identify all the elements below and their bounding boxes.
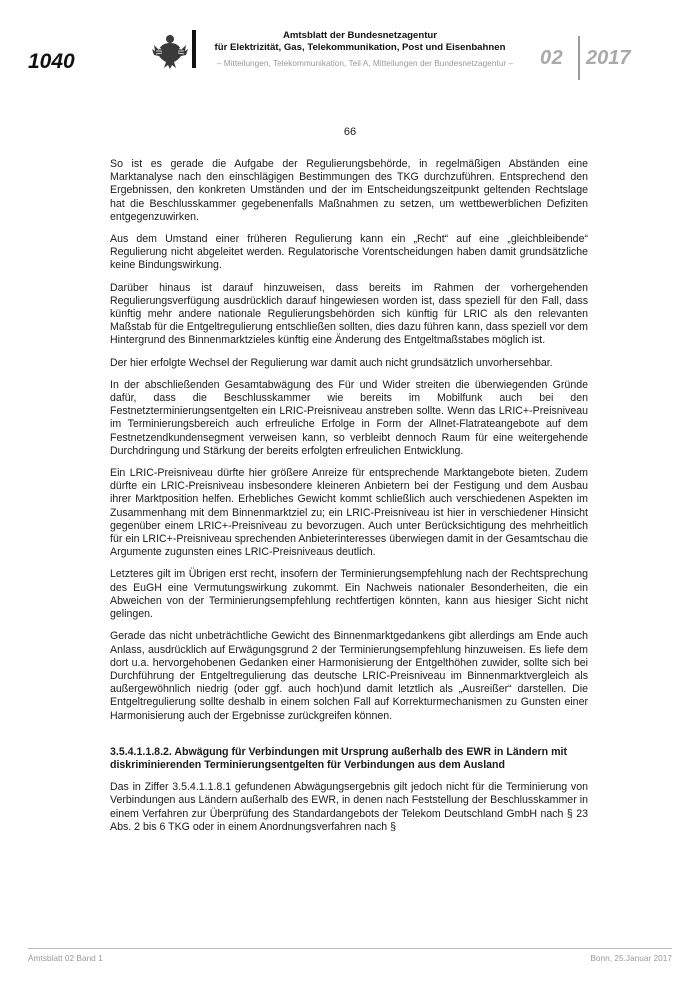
footer-date: Bonn, 25.Januar 2017 [590,953,672,963]
paragraph: Gerade das nicht unbeträchtliche Gewicht des Binnenmarktgedankens gibt allerdings am Ende auch Anlass, ausdrücklich auf Erwägungsgrund 2 der Terminierungsempfehlung hinzuweisen. Es liefe dem dort u.a. hervorgehobenen Gedanken einer Harmonisierung der Entgelthöhen zuwider, sollte sich bei Durchführung der Entgeltregulierung das deutsche LRIC-Preisniveau im Binnenmarktvergleich als außergewöhnlich niedrig (oder ggf. auch hoch)und damit letztlich als „Ausreißer“ darstellen. Die Entgeltregulierung sollte deshalb in einem solchen Fall auf Korrekturmechanismen zu Gunsten einer Harmonisierung auch der Ergebnisse zurückgreifen können. [110,630,588,722]
footer-divider [28,948,672,949]
paragraph: So ist es gerade die Aufgabe der Regulierungsbehörde, in regelmäßigen Abständen eine Marktanalyse nach den einschlägigen Bestimmungen des TKG durchzuführen. Entsprechend den Ergebnissen, den konkreten Umständen und der im Entscheidungszeitpunkt geltenden Rechtslage hat die Beschlusskammer gegebenenfalls Maßnahmen zu setzen, um wettbewerblichen Defiziten entgegenzuwirken. [110,158,588,223]
gazette-subtitle: – Mitteilungen, Telekommunikation, Teil A, Mitteilungen der Bundesnetzagentur – [216,58,514,68]
document-body [110,158,588,843]
paragraph: Aus dem Umstand einer früheren Regulierung kann ein „Recht“ auf eine „gleichbleibende“ Regulierung nicht abgeleitet werden. Regulatorische Vorentscheidungen haben damit grundsätzliche keine Bindungswirkung. [110,233,588,272]
gazette-title-line2: für Elektrizität, Gas, Telekommunikation, Post und Eisenbahnen [214,42,506,53]
gazette-title [200,30,520,54]
paragraph: Letzteres gilt im Übrigen erst recht, insofern der Terminierungsempfehlung nach der Rechtsprechung des EuGH eine Vermutungswirkung zukommt. Ein Nachweis nationaler Besonderheiten, die ein Abweichen von der Terminierungsempfehlung rechtfertigen könnten, kann aus hiesiger Sicht nicht gelingen. [110,568,588,621]
gazette-page-number: 1040 [28,50,75,73]
paragraph: Darüber hinaus ist darauf hinzuweisen, dass bereits im Rahmen der vorhergehenden Regulierungsverfügung ausdrücklich darauf hingewiesen worden ist, dass speziell für den Fall, dass künftig mehr andere nationale Regulierungsbehörden sich künftig für LRIC als den relevanten Maßstab für die Entgeltregulierung entschließen sollten, dies dazu führen kann, dass speziell vor dem Hintergrund des Binnenmarktzieles künftig eine Änderung des Entgeltmaßstabes möglich ist. [110,281,588,347]
footer-publication: Amtsblatt 02 Band 1 [28,953,103,963]
federal-eagle-icon [150,32,190,70]
gazette-title-line1: Amtsblatt der Bundesnetzagentur [282,30,438,41]
document-page-number: 66 [343,126,357,138]
section-heading: 3.5.4.1.1.8.2. Abwägung für Verbindungen mit Ursprung außerhalb des EWR in Ländern mit diskriminierenden Terminierungsentgelten für Verbindungen aus dem Ausland [110,745,567,771]
paragraph: Ein LRIC-Preisniveau dürfte hier größere Anreize für entsprechende Marktangebote bieten. Zudem dürfte ein LRIC-Preisniveau insbesondere kleineren Anbietern bei der Festigung und dem Ausbau ihrer Marktposition helfen. Erhebliches Gewicht kommt schließlich auch verschiedenen Aspekten im Zusammenhang mit dem Binnenmarktziel zu; ein LRIC-Preisniveau ist hier in verschiedener Hinsicht gegenüber einem LRIC+-Preisniveau zu bevorzugen. Auch unter Berücksichtigung des mehrheitlich für ein LRIC+-Preisniveau sprechenden Anbieterinteresses überwiegen damit in der Gesamtschau die Argumente zugunsten eines LRIC-Preisniveaus deutlich. [110,467,588,559]
issue-year: 2017 [586,47,631,69]
issue-number: 02 [540,47,564,69]
issue-divider [578,36,580,80]
paragraph: Das in Ziffer 3.5.4.1.1.8.1 gefundenen Abwägungsergebnis gilt jedoch nicht für die Terminierung von Verbindungen aus Ländern außerhalb des EWR, in denen nach Feststellung der Beschlusskammer in einem Verfahren zur Überprüfung des Standardangebots der Telekom Deutschland GmbH nach § 23 Abs. 2 bis 6 TKG oder in einem Anordnungsverfahren nach § [110,781,588,833]
paragraph: Der hier erfolgte Wechsel der Regulierung war damit auch nicht grundsätzlich unvorhersehbar. [110,356,553,369]
paragraph: In der abschließenden Gesamtabwägung des Für und Wider streiten die überwiegenden Gründe dafür, dass die Beschlusskammer wie bereits im Mobilfunk auch bei den Festnetzterminierungsentgelten ein LRIC-Preisniveau anstreben sollte. Wenn das LRIC+-Preisniveau im Terminierungsbereich auch erfreuliche Erfolge in Form der Allnet-Flatrateangebote auf dem Festnetzendkundensegment verweisen kann, so verbleibt dennoch Raum für eine weitergehende Durchdringung und Stärkung der bereits erfolgten erfreulichen Entwicklung. [110,378,588,457]
header-bar [192,30,196,68]
